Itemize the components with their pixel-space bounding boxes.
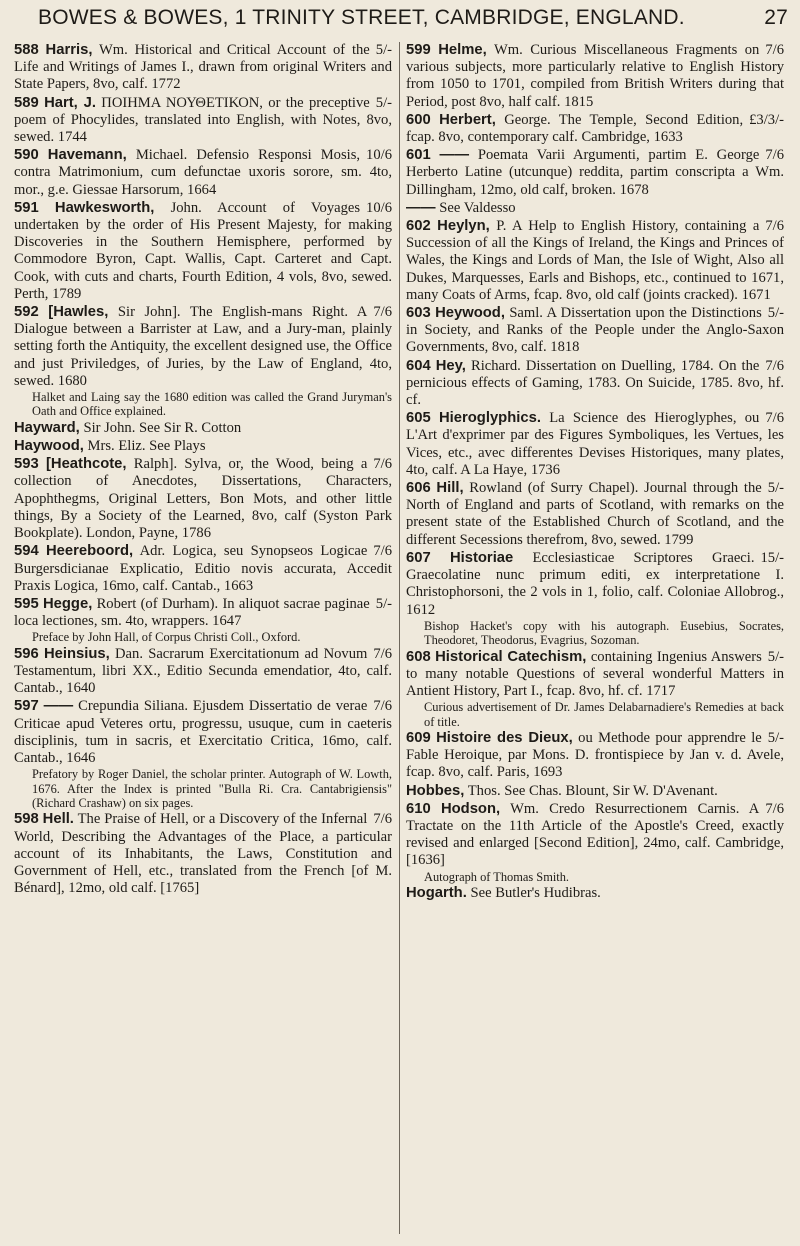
catalogue-entry: [14, 42, 392, 94]
entry-note: Curious advertisement of Dr. James Delabarnadiere's Remedies at back of title.: [424, 700, 784, 729]
catalogue-entry: [14, 456, 392, 542]
entry-description: Rowland (of Surry Chapel). Journal through the North of England and parts of Scotland, with remarks on the present state of the Established Church of Scotland, and the different Secessions therefrom, 8vo, sewed. 1799: [406, 480, 784, 548]
catalogue-entry: [14, 304, 392, 419]
entry-price: 5/-: [375, 595, 392, 612]
page-header: [8, 4, 792, 38]
entry-author: Hawkesworth,: [54, 199, 155, 216]
page-number: 27: [764, 6, 788, 29]
entry-description: George. The Temple, Second Edition, fcap. 8vo, contemporary calf. Cambridge, 1633: [406, 111, 744, 146]
lot-number: 607: [406, 549, 431, 566]
entry-price: 7/6: [765, 147, 784, 164]
entry-price: 7/6: [373, 304, 392, 321]
entry-author: ——: [43, 698, 74, 715]
entry-description: P. A Help to English History, containing a Succession of all the Kings of Ireland, the Kings and Princes of Wales, the Kings and Lords of Man, the Isle of Wight, Also all Dukes, Marquesses, Earls and Bishops, etc., continued to 1671, many Coats of Arms, fcap. 8vo, old calf (joints cracked). 1671: [406, 218, 784, 303]
entry-description: La Science des Hieroglyphes, ou L'Art d'exprimer par des Figures Symboliques, les Vertues, les Vices, etc., avec differentes Devises Historiques, many plates, 4to, calf. A La Haye, 1736: [406, 410, 784, 478]
catalogue-entry: [14, 811, 392, 897]
entry-author: Hogarth.: [406, 884, 467, 901]
entry-note: Prefatory by Roger Daniel, the scholar printer. Autograph of W. Lowth, 1676. After the Index is printed "Bulla Ri. Cra. Cantabrigiensis" (Richard Crashaw) on six pages.: [32, 767, 392, 810]
entry-price: 7/6: [373, 456, 392, 473]
entry-author: ——: [439, 147, 470, 164]
entry-price: 7/6: [373, 543, 392, 560]
entry-description: Richard. Dissertation on Duelling, 1784. On the pernicious effects of Gaming, 1783. On Suicide, 1785. 8vo, hf. cf.: [406, 357, 784, 409]
entry-price: 7/6: [373, 645, 392, 662]
catalogue-entry: [406, 305, 784, 357]
catalogue-entry: [14, 646, 392, 698]
entry-author: [Hawles,: [48, 304, 109, 321]
lot-number: 594: [14, 543, 39, 560]
entry-author: Histoire des Dieux,: [436, 729, 573, 746]
lot-number: 598: [14, 811, 39, 828]
lot-number: 599: [406, 42, 431, 58]
catalogue-entry: [406, 147, 784, 199]
entry-note: Halket and Laing say the 1680 edition was called the Grand Juryman's Oath and Office explained.: [32, 390, 392, 419]
entry-description: Dan. Sacrarum Exercitationum ad Novum Testamentum, libri XX., Editio Secunda emendatior, 4to, calf. Cantab., 1640: [14, 645, 392, 697]
catalogue-entry: [406, 200, 784, 217]
entry-description: Ecclesiasticae Scriptores Graeci. Graecolatine nunc primum editi, ex interpretatione I. Christophorsoni, the 2 vols in 1, folio, calf. Coloniae Allobrog., 1612: [406, 549, 784, 618]
entry-description: The Praise of Hell, or a Discovery of the Infernal World, Describing the Advantages of the Place, a particular account of its Inhabitants, the Laws, Constitution and Government of Hell, etc., translated from the French [of M. Bénard], 12mo, old calf. [1765]: [14, 811, 392, 897]
entry-author: Historiae: [449, 549, 514, 566]
catalogue-entry: [14, 438, 392, 455]
entry-description: Sir John. See Sir R. Cotton: [83, 419, 242, 436]
lot-number: 608: [406, 648, 431, 665]
entry-price: 7/6: [765, 218, 784, 235]
entry-author: Heylyn,: [437, 218, 490, 235]
entry-author: ——: [406, 199, 436, 216]
entry-description: Michael. Defensio Responsi Mosis, contra Matrimonium, cum defunctae uxoris sorore, sm. 4to, mor., g.e. Giessae Harsorum, 1664: [14, 147, 392, 198]
entry-description: ou Methode pour apprendre le Fable Heroique, par Mons. D. frontispiece by Jan v. d. Avele, fcap. 8vo, calf. Paris, 1693: [406, 729, 784, 781]
entry-description: Ralph]. Sylva, or, the Wood, being a collection of Anecdotes, Dissertations, Characters, Apophthegms, Original Letters, Bon Mots, and other little things, By a Society of the Learned, 8vo, calf (Syston Park Bookplate). London, Payne, 1786: [14, 456, 392, 542]
catalogue-entry: [14, 147, 392, 199]
column-divider: [399, 42, 400, 1234]
entry-note: Bishop Hacket's copy with his autograph. Eusebius, Socrates, Theodoret, Theodorus, Evagrius, Sozoman.: [424, 618, 784, 648]
catalogue-entry: [14, 698, 392, 810]
entry-author: Heywood,: [435, 305, 505, 322]
entry-description: See Butler's Hudibras.: [470, 884, 601, 901]
entry-author: Hieroglyphics.: [438, 410, 541, 427]
entry-author: Havemann,: [47, 147, 127, 164]
lot-number: 589: [14, 94, 39, 111]
catalogue-entry: [406, 885, 784, 902]
entry-price: 10/6: [366, 199, 392, 216]
right-column: [406, 42, 784, 903]
entry-price: 7/6: [373, 811, 392, 828]
entry-price: 7/6: [765, 410, 784, 427]
lot-number: 588: [14, 42, 39, 58]
entry-note: Autograph of Thomas Smith.: [424, 869, 570, 884]
entry-description: containing Ingenius Answers to many notable Questions of several wonderful Matters in Antient History, Part I., fcap. 8vo, hf. cf. 1717: [406, 648, 784, 699]
entry-author: Hey,: [435, 357, 466, 374]
entry-price: 5/-: [767, 648, 784, 665]
lot-number: 606: [406, 480, 431, 497]
entry-description: Wm. Curious Miscellaneous Fragments on various subjects, more particularly relative to English History from 1050 to 1701, compiled from British Writers during that Period, post 8vo, half calf. 1815: [406, 42, 784, 110]
entry-price: 5/-: [767, 729, 784, 746]
lot-number: 605: [406, 410, 431, 427]
catalogue-entry: [406, 783, 784, 800]
entry-description: Wm. Historical and Critical Account of the Life and Writings of James I., drawn from original Writers and State Papers, 8vo, calf. 1772: [14, 42, 392, 93]
bookseller-heading: BOWES & BOWES, 1 TRINITY STREET, CAMBRIDGE, ENGLAND.: [38, 6, 685, 29]
entry-description: Sir John]. The English-mans Right. A Dialogue between a Barrister at Law, and a Jury-man, plainly setting forth the Antiquity, the excellent designed use, the Office and just Priviledges, of Juries, by the Law of England, 4to, sewed. 1680: [14, 304, 392, 389]
catalogue-entry: [14, 596, 392, 645]
catalogue-entry: [14, 95, 392, 147]
catalogue-entry: [406, 649, 784, 729]
catalogue-entry: [14, 420, 392, 437]
entry-author: Heinsius,: [43, 645, 110, 662]
entry-description: Thos. See Chas. Blount, Sir W. D'Avenant.: [467, 782, 718, 799]
left-column: [14, 42, 392, 898]
catalogue-entry: [406, 550, 784, 648]
entry-author: Haywood,: [14, 438, 84, 455]
entry-price: 5/-: [375, 94, 392, 111]
lot-number: 595: [14, 595, 39, 612]
catalogue-entry: [14, 543, 392, 595]
entry-author: Herbert,: [439, 111, 496, 128]
entry-note: Preface by John Hall, of Corpus Christi Coll., Oxford.: [32, 630, 301, 645]
entry-description: Adr. Logica, seu Synopseos Logicae Burgersdicianae Explicatio, Editio novis accurata, Accedit Praxis Logica, 16mo, calf. Cantab., 1663: [14, 543, 392, 594]
entry-description: John. Account of Voyages undertaken by the order of His Present Majesty, for making Discoveries in the Southern Hemisphere, performed by Commodore Byron, Capt. Wallis, Capt. Carteret and Capt. Cook, with cuts and charts, Fourth Edition, 4 vols, 8vo, sewed. Perth, 1789: [14, 199, 392, 302]
entry-price: £3/3/-: [749, 111, 784, 128]
entry-author: Heereboord,: [45, 543, 134, 560]
entry-price: 15/-: [760, 549, 784, 566]
entry-description: Crepundia Siliana. Ejusdem Dissertatio de verae Criticae apud Veteres ortu, progressu, usuque, cum in caeteris disciplinis, tum in sacris, et Exercitatio Critica, 16mo, calf. Cantab., 1646: [14, 698, 392, 766]
entry-author: Hill,: [436, 480, 464, 497]
lot-number: 591: [14, 199, 39, 216]
entry-price: 10/6: [366, 147, 392, 164]
entry-description: ΠΟΙΗΜΑ ΝΟΥΘΕΤΙΚΟΝ, or the preceptive poem of Phocylides, translated into English, with Notes, 8vo, sewed. 1744: [14, 94, 392, 146]
entry-price: 5/-: [767, 480, 784, 497]
entry-author: Hodson,: [440, 800, 501, 817]
lot-number: 603: [406, 305, 431, 322]
lot-number: 596: [14, 645, 39, 662]
entry-price: 7/6: [765, 357, 784, 374]
lot-number: 601: [406, 147, 431, 164]
catalogue-entry: [406, 42, 784, 111]
entry-author: Hart, J.: [44, 94, 96, 111]
entry-author: Harris,: [45, 42, 93, 58]
entry-description: Poemata Varii Argumenti, partim E. George Herberto Latine (utcunque) reddita, partim conscripta a Wm. Dillingham, 12mo, old calf, broken. 1678: [406, 147, 784, 198]
entry-author: Hell.: [42, 811, 74, 828]
catalogue-entry: [406, 801, 784, 884]
catalogue-entry: [406, 480, 784, 549]
entry-description: Mrs. Eliz. See Plays: [87, 438, 206, 455]
catalogue-entry: [406, 218, 784, 304]
lot-number: 590: [14, 147, 39, 164]
entry-price: 5/-: [375, 42, 392, 58]
entry-author: Hegge,: [42, 595, 93, 612]
catalogue-entry: [14, 200, 392, 303]
entry-price: 7/6: [373, 698, 392, 715]
lot-number: 593: [14, 456, 39, 473]
lot-number: 602: [406, 218, 431, 235]
entry-description: See Valdesso: [439, 199, 516, 216]
entry-description: Saml. A Dissertation upon the Distinctions in Society, and Ranks of the People under the Anglo-Saxon Governments, 8vo, calf. 1818: [406, 305, 784, 356]
entry-price: 5/-: [767, 305, 784, 322]
lot-number: 610: [406, 800, 431, 817]
lot-number: 600: [406, 111, 431, 128]
entry-description: Wm. Credo Resurrectionem Carnis. A Tractate on the 11th Article of the Apostle's Creed, exactly revised and enlarged [Second Edition], 24mo, calf. Cambridge, [1636]: [406, 800, 784, 869]
entry-price: 7/6: [765, 800, 784, 817]
entry-description: Robert (of Durham). In aliquot sacrae paginae loca lectiones, sm. 4to, wrappers. 1647: [14, 595, 370, 630]
entry-author: Helme,: [438, 42, 487, 58]
catalogue-entry: [406, 730, 784, 782]
entry-price: 7/6: [765, 42, 784, 58]
lot-number: 604: [406, 357, 431, 374]
entry-author: Hayward,: [14, 419, 80, 436]
catalogue-entry: [406, 112, 784, 146]
entry-author: Hobbes,: [406, 782, 465, 799]
catalogue-entry: [406, 410, 784, 479]
catalogue-entry: [406, 358, 784, 410]
entry-author: Historical Catechism,: [435, 648, 587, 665]
entry-author: [Heathcote,: [45, 456, 127, 473]
lot-number: 592: [14, 304, 39, 321]
lot-number: 609: [406, 729, 431, 746]
lot-number: 597: [14, 698, 39, 715]
